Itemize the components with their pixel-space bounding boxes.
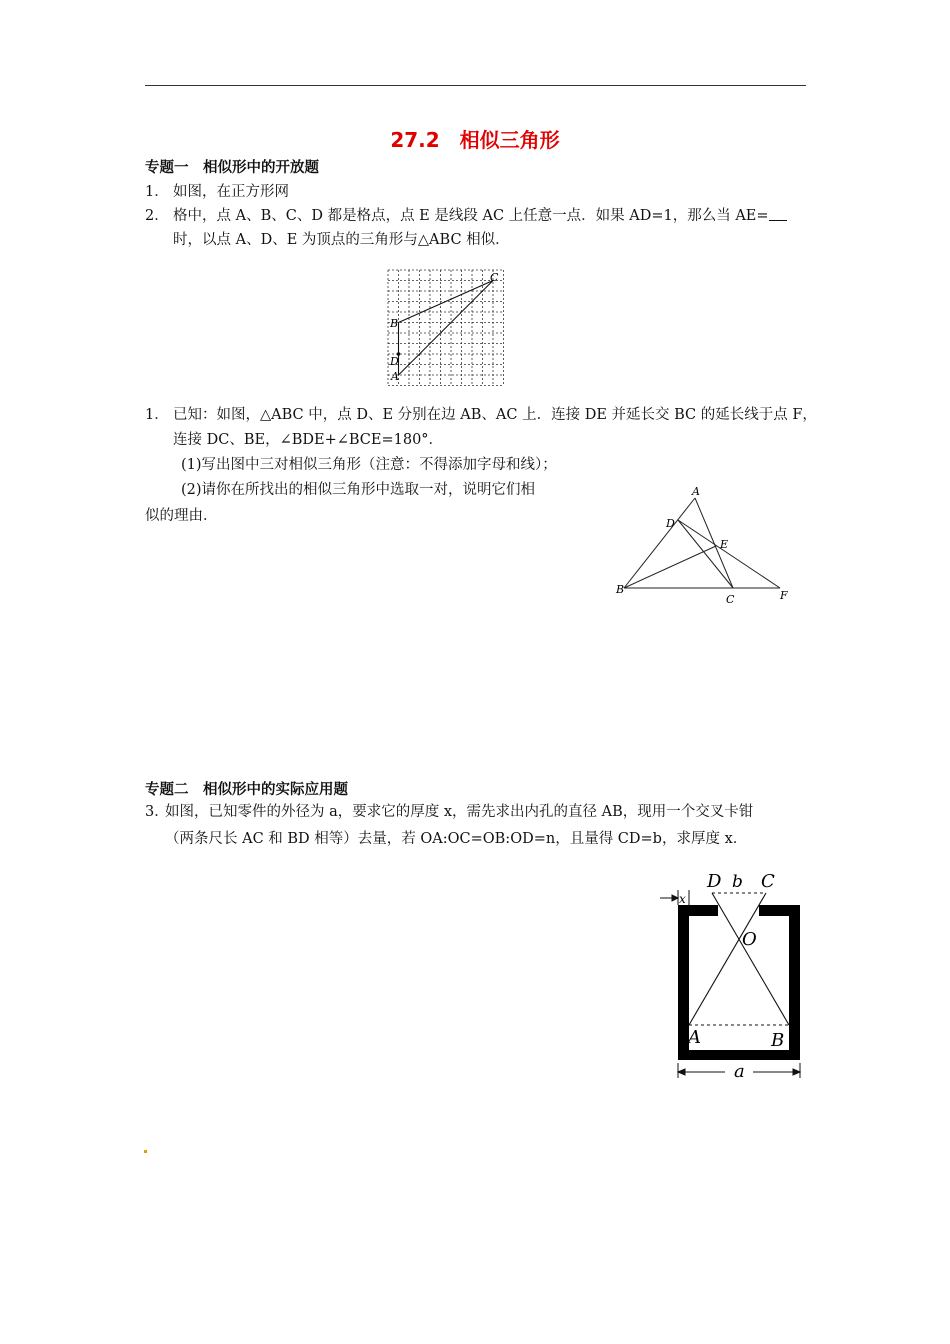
label-b: B bbox=[390, 317, 399, 330]
header-rule bbox=[145, 85, 806, 86]
section-heading-1: 专题一 相似形中的开放题 bbox=[145, 160, 319, 176]
label-a: A bbox=[692, 485, 700, 498]
label-d: D bbox=[390, 355, 399, 368]
grid-figure bbox=[380, 262, 510, 392]
label-c: C bbox=[761, 871, 775, 892]
label-a: A bbox=[391, 370, 399, 383]
label-a-outer: a bbox=[734, 1061, 745, 1082]
stray-mark bbox=[144, 1150, 147, 1153]
q2-line-4: (2)请你在所找出的相似三角形中选取一对，说明它们相 bbox=[181, 482, 536, 498]
q2-text-1: 已知：如图，△ABC 中，点 D、E 分别在边 AB、AC 上．连接 DE 并延长交 BC 的延长线于点 F， bbox=[173, 407, 817, 423]
label-c: C bbox=[726, 593, 735, 606]
label-a: A bbox=[688, 1027, 701, 1048]
q3-text-1: 如图，已知零件的外径为 a，要求它的厚度 x，需先求出内孔的直径 AB，现用一个交叉卡钳 bbox=[165, 804, 754, 820]
q1-text-2: 格中，点 A、B、C、D 都是格点，点 E 是线段 AC 上任意一点．如果 AD=1，那么当 AE= bbox=[173, 208, 769, 224]
label-d: D bbox=[707, 871, 722, 892]
label-b: B bbox=[616, 583, 625, 596]
q3-line-1 bbox=[145, 802, 753, 822]
label-f: F bbox=[780, 589, 788, 602]
label-b-point: B bbox=[771, 1030, 785, 1051]
q1-line-3: 时，以点 A、D、E 为顶点的三角形与△ABC 相似． bbox=[173, 232, 510, 248]
q1-line2-number: 2． bbox=[145, 208, 169, 224]
caliper-figure bbox=[655, 868, 805, 1083]
q3-line-2: （两条尺长 AC 和 BD 相等）去量，若 OA:OC=OB:OD=n，且量得 CD=b，求厚度 x． bbox=[165, 831, 748, 847]
q1-text-1: 如图，在正方形网 bbox=[173, 184, 289, 200]
page-title: 27.2 相似三角形 bbox=[390, 128, 560, 152]
q1-number: 1． bbox=[145, 184, 169, 200]
label-e: E bbox=[720, 538, 729, 551]
q1-line-2 bbox=[145, 206, 787, 226]
section-heading-2: 专题二 相似形中的实际应用题 bbox=[145, 782, 348, 798]
label-c: C bbox=[490, 271, 499, 284]
q2-line-1 bbox=[145, 405, 817, 425]
q3-number: 3． bbox=[145, 804, 169, 820]
segment-ac bbox=[399, 281, 494, 376]
label-d: D bbox=[666, 517, 675, 530]
q2-line-5: 似的理由． bbox=[145, 508, 218, 524]
triangle-figure bbox=[610, 484, 800, 608]
q1-line-1 bbox=[145, 182, 289, 202]
line-dc bbox=[678, 520, 733, 588]
label-o: O bbox=[742, 929, 757, 950]
answer-blank[interactable] bbox=[769, 206, 787, 221]
line-be bbox=[624, 546, 716, 588]
label-b: b bbox=[732, 872, 743, 892]
side-ab bbox=[624, 498, 695, 588]
q2-line-2: 连接 DC、BE，∠BDE+∠BCE=180°． bbox=[173, 432, 444, 448]
label-x: x bbox=[679, 892, 686, 906]
q2-number: 1． bbox=[145, 407, 169, 423]
q2-line-3: (1)写出图中三对相似三角形（注意：不得添加字母和线）； bbox=[181, 457, 557, 473]
